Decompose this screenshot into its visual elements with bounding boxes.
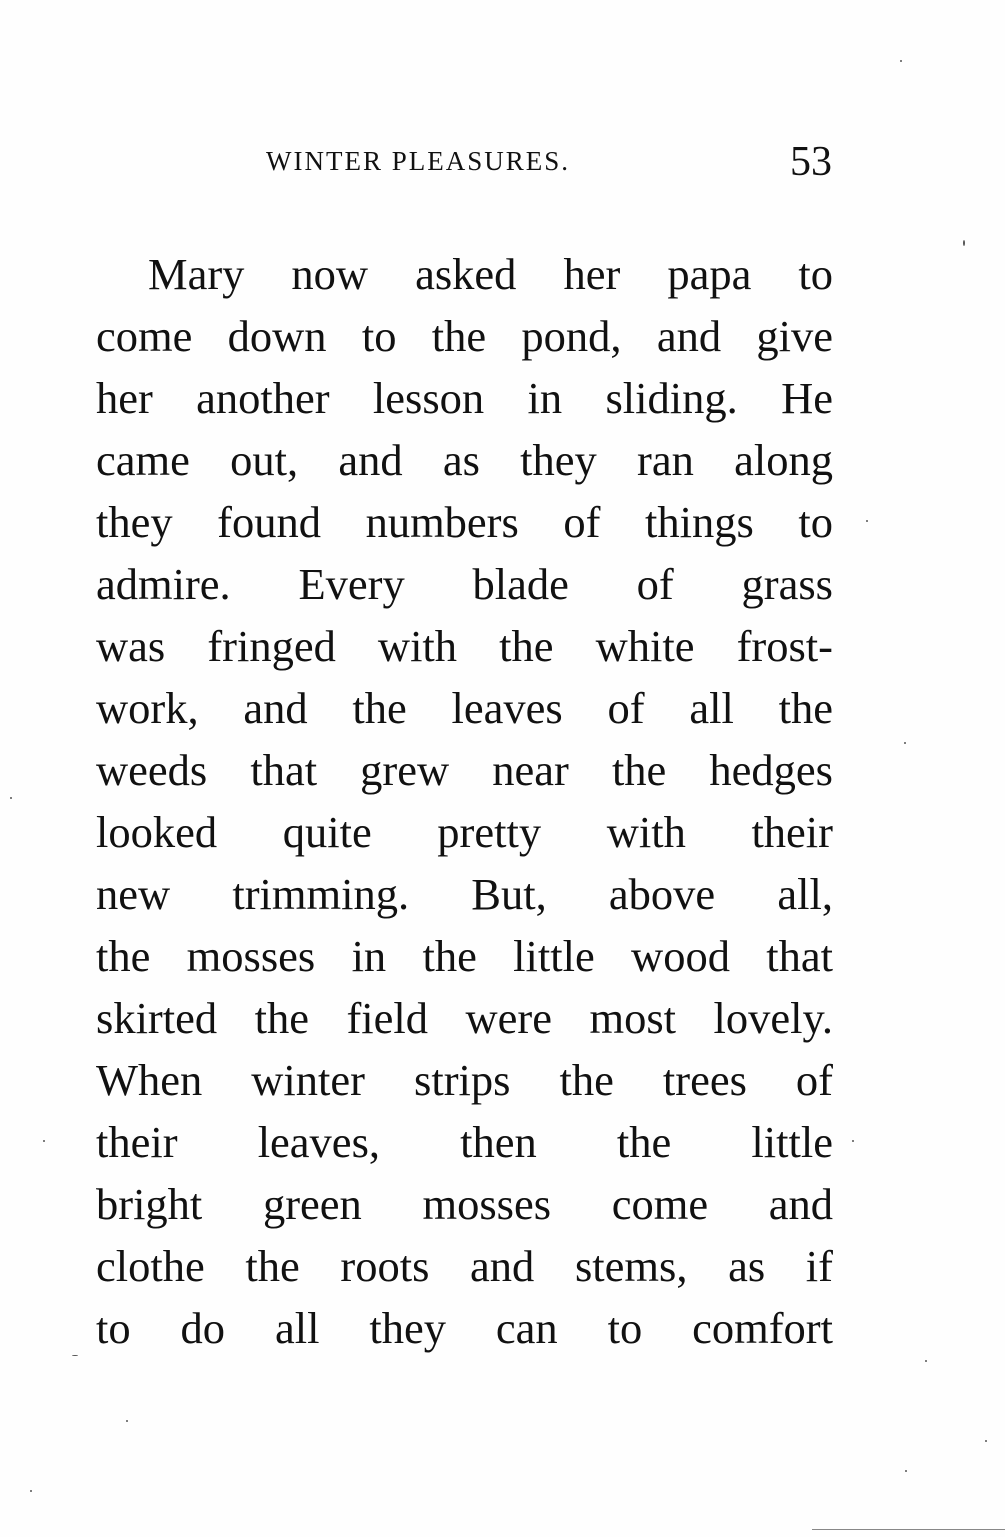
running-head: WINTER PLEASURES. [266,146,570,176]
scan-speck [30,1490,32,1492]
text-line: come down to the pond, and give [96,311,833,361]
text-line: to do all they can to comfort [96,1303,833,1353]
text-line: looked quite pretty with their [96,807,833,857]
text-line: When winter strips the trees of [96,1055,833,1105]
scan-speck [905,1470,907,1472]
text-line: clothe the roots and stems, as if [96,1241,833,1291]
scan-speck [866,520,868,522]
body-text [96,243,833,1359]
text-line: new trimming. But, above all, [96,869,833,919]
scan-speck [43,1140,45,1142]
text-line: they found numbers of things to [96,497,833,547]
scan-speck [963,240,965,246]
text-line: work, and the leaves of all the [96,683,833,733]
text-line: their leaves, then the little [96,1117,833,1167]
scan-speck [904,742,906,744]
scan-speck [72,1355,78,1356]
text-line: Mary now asked her papa to [148,249,833,299]
scan-speck [10,797,12,799]
text-line: bright green mosses come and [96,1179,833,1229]
scan-speck [925,1360,927,1362]
text-line: weeds that grew near the hedges [96,745,833,795]
text-line: came out, and as they ran along [96,435,833,485]
text-line: admire. Every blade of grass [96,559,833,609]
text-line: her another lesson in sliding. He [96,373,833,423]
scan-edge-line [812,1529,1005,1530]
text-line: the mosses in the little wood that [96,931,833,981]
scan-speck [126,1420,128,1422]
text-line: was fringed with the white frost- [96,621,833,671]
scan-speck [852,1140,854,1142]
scan-speck [900,60,902,62]
scan-speck [985,1440,987,1442]
page-header [96,138,836,188]
page-number: 53 [790,139,832,185]
text-line: skirted the field were most lovely. [96,993,833,1043]
